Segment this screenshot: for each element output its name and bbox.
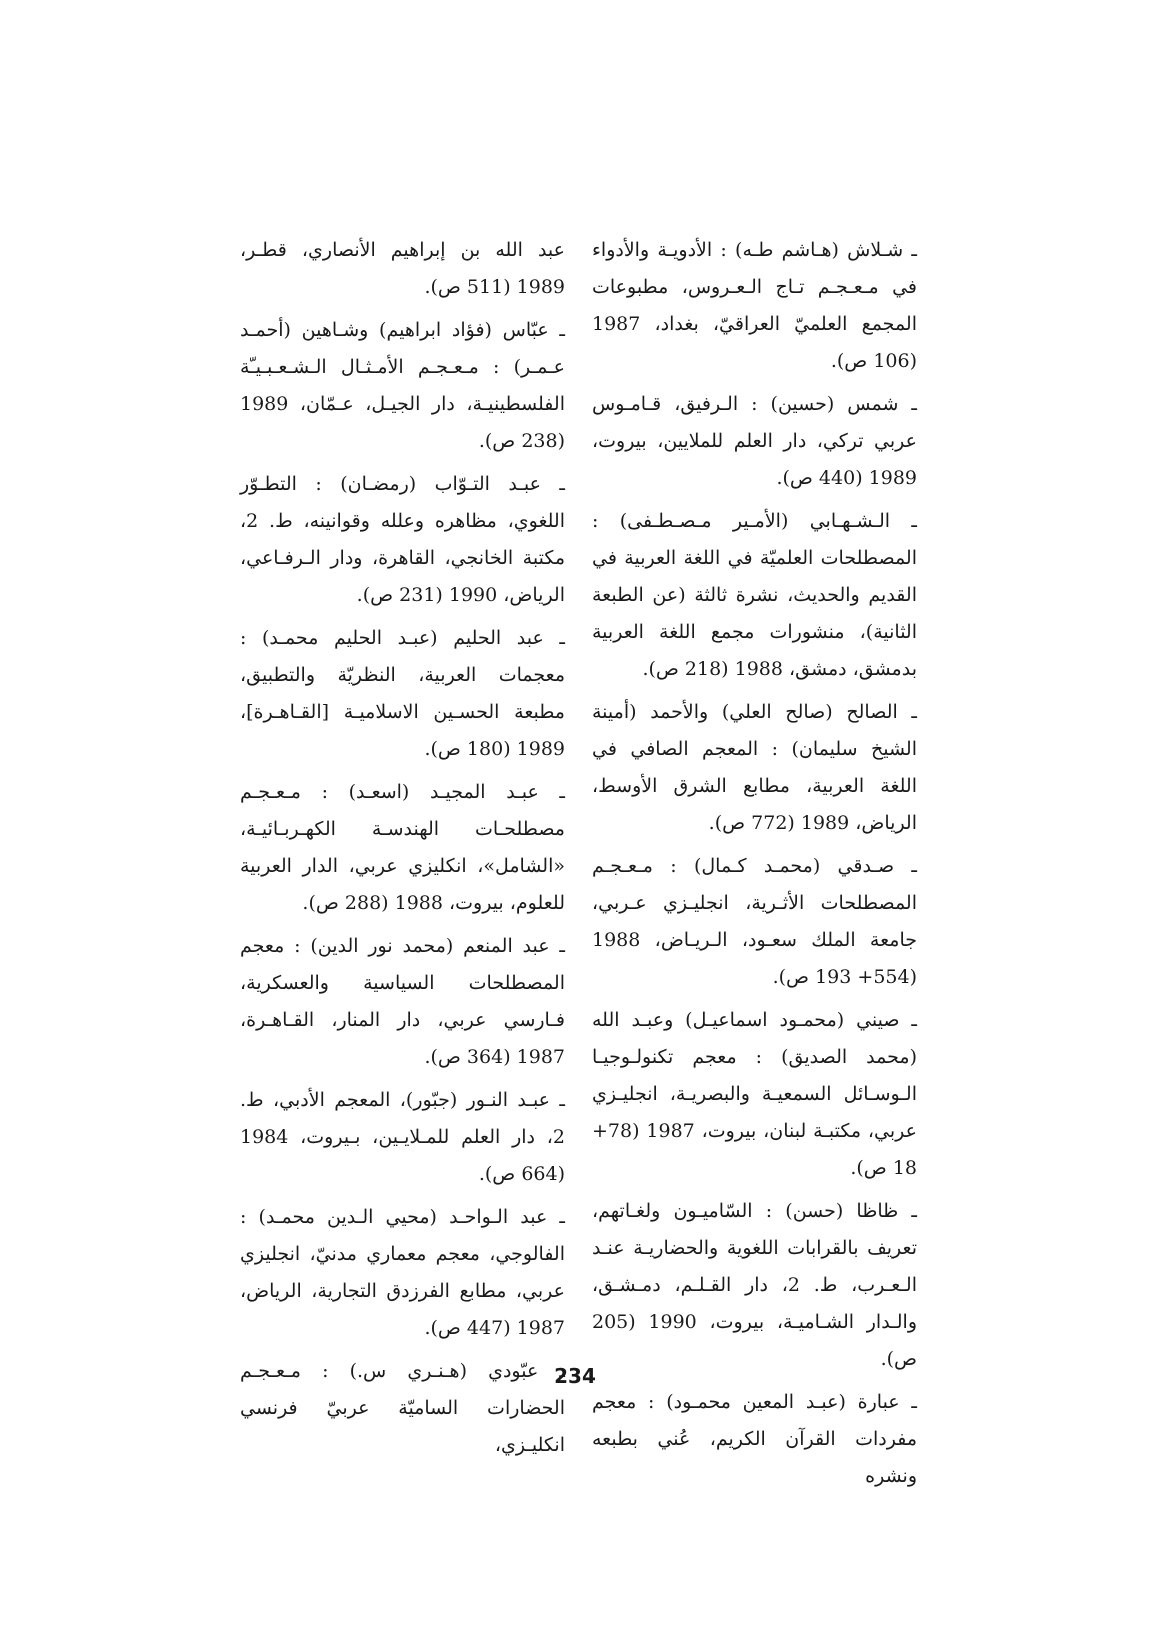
bibliography-entry: ـ صيني (محمـود اسماعيـل) وعبـد الله (محمد الصديق) : معجم تكنولـوجيـا الـوسـائل السمعيـة والبصريـة، انجليـزي عربي، مكتبـة لبنان، بيروت، 1987 (78+ 18 ص). [592, 1009, 917, 1179]
left-column [240, 232, 565, 1470]
bibliography-entry: ـ عبـد النـور (جبّور)، المعجم الأدبي، ط. 2، دار العلم للمـلايـين، بـيروت، 1984 (664 ص). [240, 1089, 565, 1185]
bibliography-entry: عبد الله بن إبراهيم الأنصاري، قطـر، 1989 (511 ص). [240, 239, 565, 298]
page-number: 234 [554, 1364, 596, 1388]
bibliography-entry: ـ شمس (حسين) : الـرفيق، قـامـوس عربي تركي، دار العلم للملايين، بيروت، 1989 (440 ص). [592, 393, 917, 489]
right-column [592, 232, 917, 1501]
bibliography-entry: ـ عبّودي (هـنـري س.) : مـعـجـم الحضارات الساميّة عربيّ فرنسي انكليـزي، [240, 1360, 565, 1456]
bibliography-entry: ـ عبد الحليم (عبـد الحليم محمـد) : معجمات العربية، النظريّة والتطبيق، مطبعة الحسـين الاسلاميـة [القـاهـرة]، 1989 (180 ص). [240, 627, 565, 760]
bibliography-entry: ـ الـشـهـابي (الأمـير مـصـطـفى) : المصطلحات العلميّة في اللغة العربية في القديم والحديث، نشرة ثالثة (عن الطبعة الثانية)، منشورات مجمع اللغة العربية بدمشق، دمشق، 1988 (218 ص). [592, 510, 917, 680]
bibliography-entry: ـ شـلاش (هـاشم طـه) : الأدويـة والأدواء في مـعـجـم تـاج الـعـروس، مطبوعات المجمع العلميّ العراقيّ، بغداد، 1987 (106 ص). [592, 239, 917, 372]
bibliography-entry: ـ عبـد المجيـد (اسعـد) : مـعـجـم مصطلحـات الهندسـة الكهـربـائيـة، «الشامل»، انكليزي عربي، الدار العربية للعلوم، بيروت، 1988 (288 ص). [240, 781, 565, 914]
bibliography-entry: ـ صـدقي (محمـد كـمال) : مـعـجـم المصطلحات الأثـرية، انجليـزي عـربي، جامعة الملك سعـود، الـريـاض، 1988 (554+ 193 ص). [592, 855, 917, 988]
bibliography-entry: ـ عبّاس (فؤاد ابراهيم) وشـاهين (أحمـد عـمـر) : مـعـجـم الأمـثـال الـشـعـبـيـّة الفلسطينيـة، دار الجيـل، عـمّان، 1989 (238 ص). [240, 319, 565, 452]
bibliography-entry: ـ عبد المنعم (محمد نور الدين) : معجم المصطلحات السياسية والعسكرية، فـارسي عربي، دار المنار، القـاهـرة، 1987 (364 ص). [240, 935, 565, 1068]
bibliography-entry: ـ عبـد التـوّاب (رمضـان) : التطـوّر اللغوي، مظاهره وعلله وقوانينه، ط. 2، مكتبة الخانجي، القاهرة، ودار الـرفـاعي، الرياض، 1990 (231 ص). [240, 473, 565, 606]
bibliography-entry: ـ عبد الـواحـد (محيي الـدين محمـد) : الفالوجي، معجم معماري مدنيّ، انجليزي عربي، مطابع الفرزدق التجارية، الرياض، 1987 (447 ص). [240, 1206, 565, 1339]
bibliography-entry: ـ الصالح (صالح العلي) والأحمد (أمينة الشيخ سليمان) : المعجم الصافي في اللغة العربية، مطابع الشرق الأوسط، الرياض، 1989 (772 ص). [592, 701, 917, 834]
bibliography-entry: ـ عبارة (عبـد المعين محمـود) : معجم مفردات القرآن الكريم، عُني بطبعه ونشره [592, 1391, 917, 1487]
bibliography-entry: ـ ظاظا (حسن) : السّاميـون ولغـاتهم، تعريف بالقرابات اللغوية والحضاريـة عنـد الـعـرب، ط. 2، دار القـلـم، دمـشـق، والـدار الشـاميـة، بيروت، 1990 (205 ص). [592, 1200, 917, 1370]
